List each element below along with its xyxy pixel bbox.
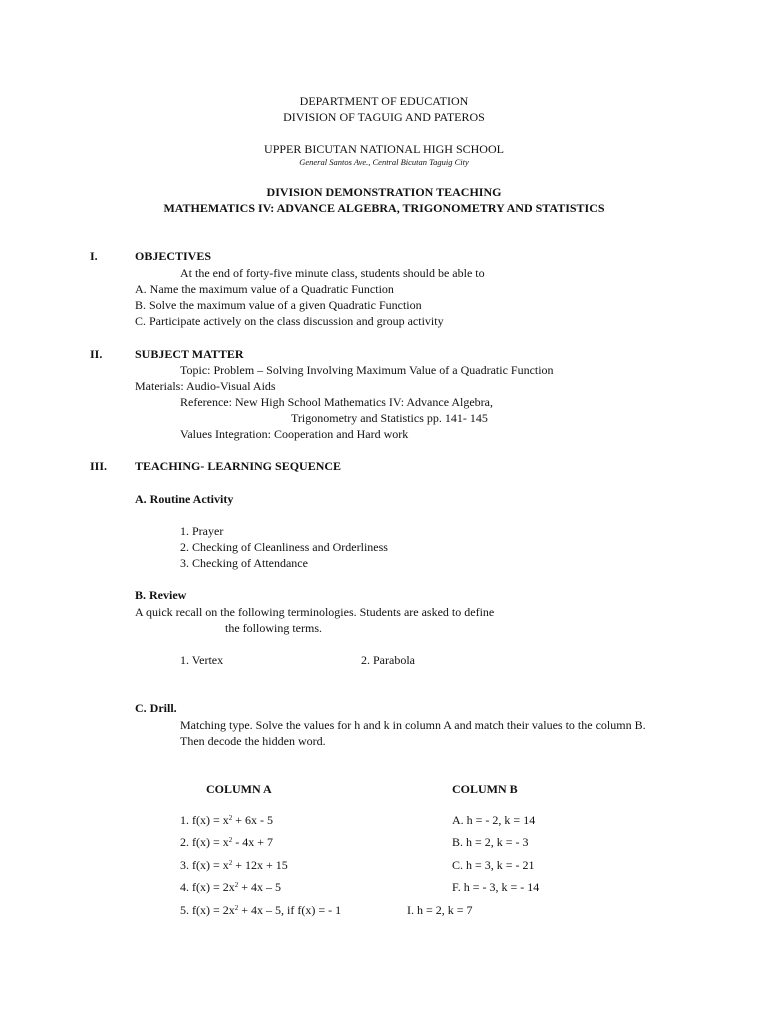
section-number-subject: II.	[90, 347, 103, 361]
column-b-item: I. h = 2, k = 7	[407, 903, 473, 917]
document-subtitle: MATHEMATICS IV: ADVANCE ALGEBRA, TRIGONOMETRY AND STATISTICS	[163, 201, 605, 215]
subject-values: Values Integration: Cooperation and Hard work	[180, 427, 409, 441]
department-heading: DEPARTMENT OF EDUCATION	[299, 94, 469, 108]
routine-item: 3. Checking of Attendance	[180, 556, 308, 570]
review-text: A quick recall on the following terminologies. Students are asked to define	[135, 605, 495, 619]
document-title: DIVISION DEMONSTRATION TEACHING	[266, 185, 502, 199]
column-a-item: 2. $f(x) = x^2 - 4x + 7$	[180, 835, 274, 849]
review-term: 2. Parabola	[361, 653, 415, 667]
school-name: UPPER BICUTAN NATIONAL HIGH SCHOOL	[264, 142, 504, 156]
review-heading: B. Review	[135, 588, 187, 602]
column-a-item: 1. $f(x) = x^2 + 6x - 5$	[180, 813, 274, 827]
subject-reference-continued: Trigonometry and Statistics pp. 141- 145	[291, 411, 488, 425]
section-heading-objectives: OBJECTIVES	[135, 249, 212, 263]
subject-materials: Materials: Audio-Visual Aids	[135, 379, 276, 393]
subject-reference: Reference: New High School Mathematics IV: Advance Algebra,	[180, 395, 494, 409]
column-a-heading: COLUMN A	[206, 782, 272, 796]
routine-heading: A. Routine Activity	[135, 492, 234, 506]
objective-b: B. Solve the maximum value of a given Quadratic Function	[135, 298, 422, 312]
column-b-item: B. h = 2, k = - 3	[452, 835, 529, 849]
section-heading-subject: SUBJECT MATTER	[135, 347, 244, 361]
subject-topic: Topic: Problem – Solving Involving Maximum Value of a Quadratic Function	[180, 363, 554, 377]
section-number-objectives: I.	[90, 249, 98, 263]
routine-item: 1. Prayer	[180, 524, 224, 538]
column-b-item: A. h = - 2, k = 14	[452, 813, 536, 827]
objectives-intro: At the end of forty-five minute class, students should be able to	[180, 266, 485, 280]
routine-item: 2. Checking of Cleanliness and Orderliness	[180, 540, 388, 554]
column-a-item: 3. $f(x) = x^2 + 12x + 15$	[180, 858, 288, 872]
section-heading-sequence: TEACHING- LEARNING SEQUENCE	[135, 459, 342, 473]
objective-c: C. Participate actively on the class discussion and group activity	[135, 314, 444, 328]
column-a-item: 5. $f(x) = 2x^2 + 4x - 5$, if f(x) = - 1	[180, 903, 342, 917]
column-b-heading: COLUMN B	[452, 782, 518, 796]
objective-a: A. Name the maximum value of a Quadratic Function	[135, 282, 394, 296]
column-a-item: 4. $f(x) = 2x^2 + 4x - 5$	[180, 880, 282, 894]
drill-instructions-continued: Then decode the hidden word.	[180, 734, 326, 748]
division-heading: DIVISION OF TAGUIG AND PATEROS	[283, 110, 485, 124]
school-address: General Santos Ave., Central Bicutan Taguig City	[299, 157, 469, 167]
review-term: 1. Vertex	[180, 653, 224, 667]
column-b-item: F. h = - 3, k = - 14	[452, 880, 540, 894]
drill-heading: C. Drill.	[135, 701, 177, 715]
section-number-sequence: III.	[90, 459, 108, 473]
review-text-continued: the following terms.	[225, 621, 322, 635]
column-b-item: C. h = 3, k = - 21	[452, 858, 535, 872]
drill-instructions: Matching type. Solve the values for h and k in column A and match their values to the column B.	[180, 718, 646, 732]
